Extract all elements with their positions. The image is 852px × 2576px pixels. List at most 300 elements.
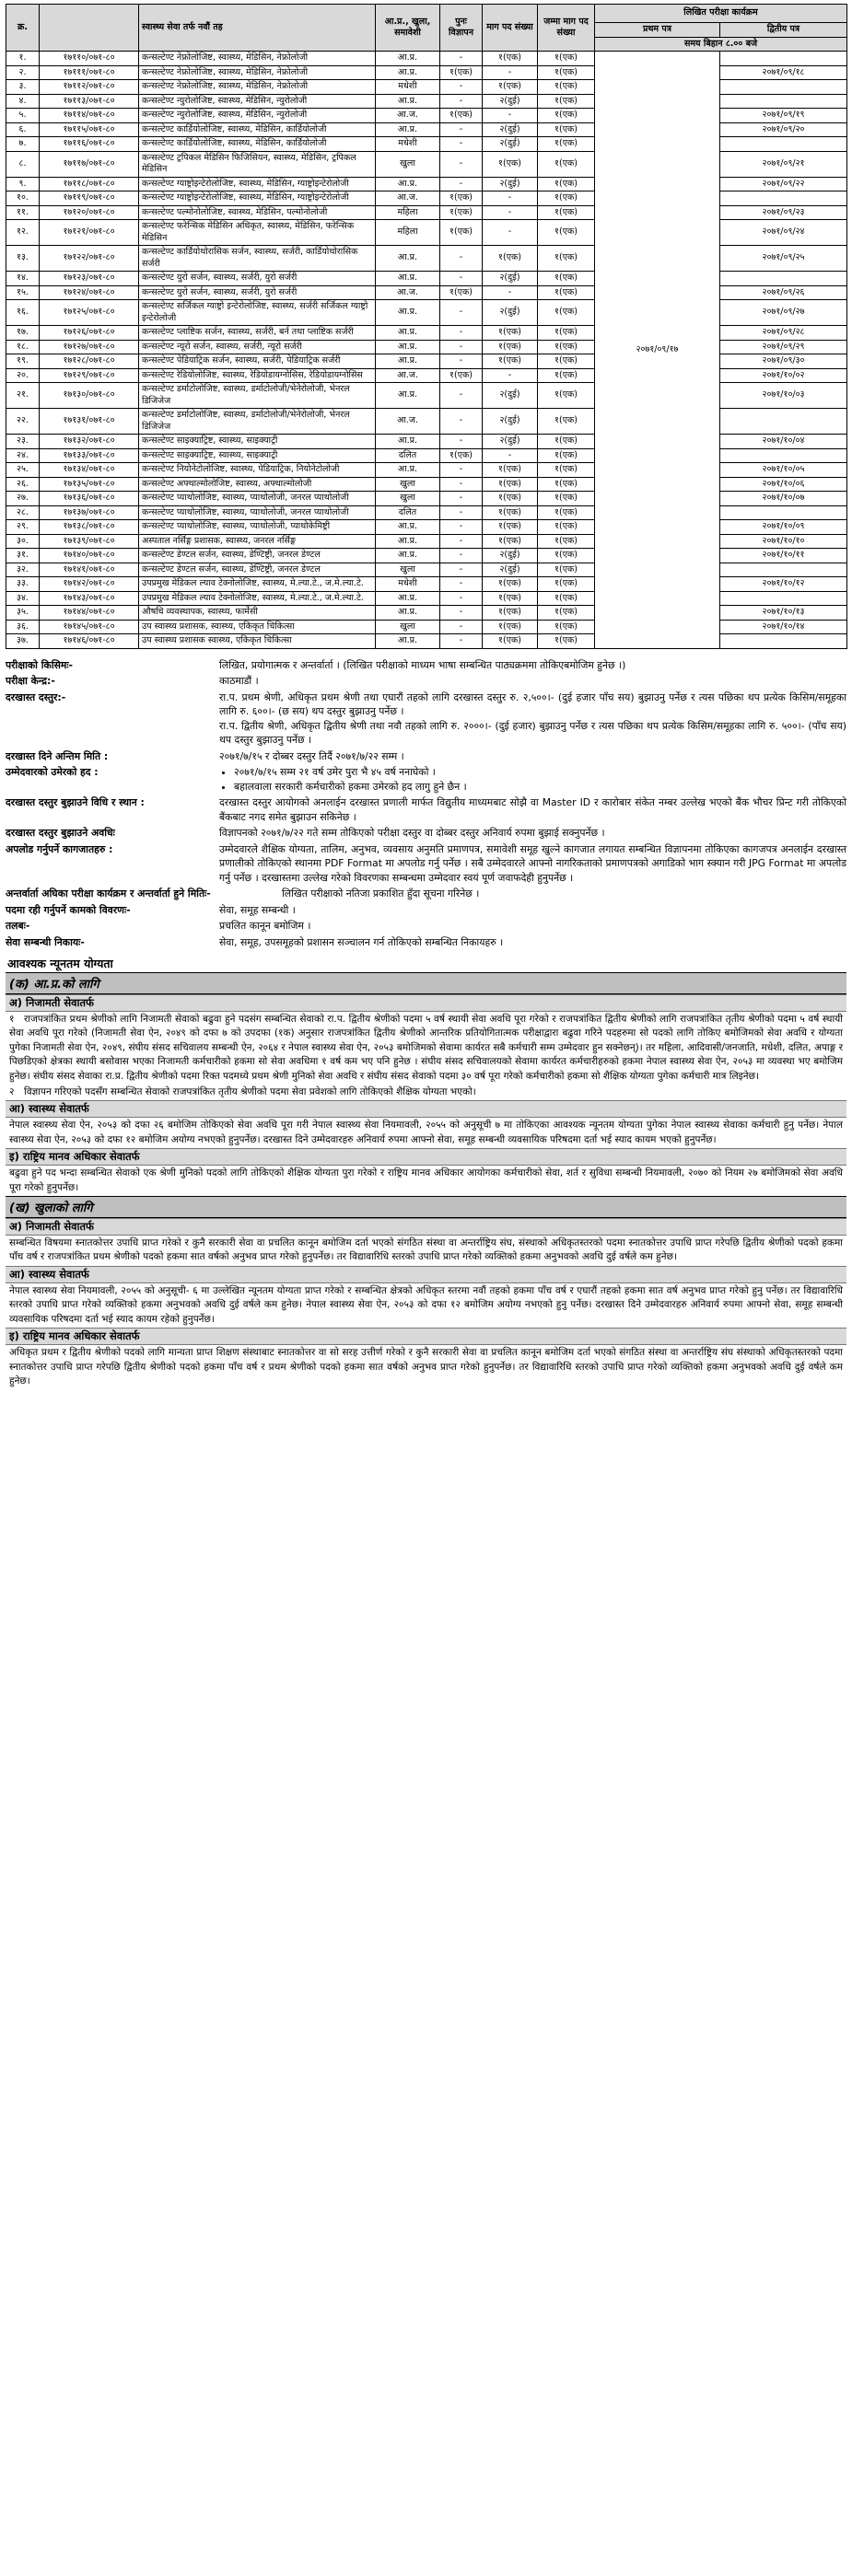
human-rights-service-heading: इ) राष्ट्रिय मानव अधिकार सेवातर्फ bbox=[6, 1148, 846, 1166]
second-paper-date: २०७१/१०/१४ bbox=[720, 620, 847, 634]
cell-total-posts: १(एक) bbox=[538, 620, 595, 634]
cell-posts: १(एक) bbox=[483, 326, 538, 341]
cell-posts: १(एक) bbox=[483, 591, 538, 606]
application-fee-second: रा.प. द्वितीय श्रेणी, अधिकृत द्वितीय श्रेणी तथा नवौ तहको लागि रु. २०००।- (दुई हजार) बुझाउनु पर्नेछ र त्यस पछिका थप प्रत्येक किसिम/समूहका लागि रु. ५००।- (पाँच सय) थप दस्तुर बुझाउनु पर्नेछ । bbox=[219, 719, 846, 746]
cell-type: आ.ज. bbox=[376, 191, 440, 206]
header-total-posts: जम्मा माग पद संख्या bbox=[538, 5, 595, 52]
application-fee-row bbox=[6, 690, 846, 748]
header-posts: माग पद संख्या bbox=[483, 5, 538, 52]
table-row bbox=[6, 492, 847, 506]
cell-readvertisement: - bbox=[440, 326, 483, 341]
table-row bbox=[6, 137, 847, 152]
second-paper-date: २०७१/१०/०७ bbox=[720, 492, 847, 506]
cell-posts: २(दुई) bbox=[483, 177, 538, 191]
cell-title: कन्सल्टेण्ट प्याथोलोजिष्ट, स्वास्थ्य, प्याथोलोजी, जनरल प्याथोलोजी bbox=[139, 492, 376, 506]
header-second-paper: द्वितीय पत्र bbox=[720, 23, 847, 38]
cell-total-posts: १(एक) bbox=[538, 448, 595, 463]
cell-posts: १(एक) bbox=[483, 477, 538, 492]
cell-sn: २२. bbox=[6, 409, 40, 435]
cell-title: कन्सल्टेण्ट नेफ्रोलोजिष्ट, स्वास्थ्य, मेडिसिन, नेफ्रोलोजी bbox=[139, 65, 376, 80]
second-paper-date: २०७१/१०/०३ bbox=[720, 383, 847, 409]
cell-posts: २(दुई) bbox=[483, 272, 538, 286]
cell-type: आ.प्र. bbox=[376, 606, 440, 621]
cell-title: कन्सल्टेण्ट रेडियोलोजिष्ट, स्वास्थ्य, रेडियोडायग्नोसिस, रेडियोडायग्नोसिस bbox=[139, 368, 376, 383]
cell-posts: २(दुई) bbox=[483, 122, 538, 137]
cell-sn: १७. bbox=[6, 326, 40, 341]
cell-total-posts: १(एक) bbox=[538, 634, 595, 649]
second-paper-date bbox=[720, 505, 847, 520]
cell-total-posts: १(एक) bbox=[538, 272, 595, 286]
cell-title: कन्सल्टेण्ट अफ्थाल्मोलोजिष्ट, स्वास्थ्य, अफ्थाल्मोलोजी bbox=[139, 477, 376, 492]
table-row bbox=[6, 448, 847, 463]
cell-title: कन्सल्टेण्ट युरो सर्जन, स्वास्थ्य, सर्जरी, युरो सर्जरी bbox=[139, 272, 376, 286]
cell-type: आ.ज. bbox=[376, 109, 440, 123]
cell-readvertisement: - bbox=[440, 606, 483, 621]
table-row bbox=[6, 285, 847, 300]
cell-sn: ३२. bbox=[6, 563, 40, 577]
second-paper-date: २०७१/०९/३० bbox=[720, 354, 847, 369]
table-row bbox=[6, 220, 847, 246]
cell-posts: १(एक) bbox=[483, 634, 538, 649]
second-paper-date bbox=[720, 591, 847, 606]
qualifications-section bbox=[6, 955, 846, 1389]
cell-title: उप स्वास्थ्य प्रशासक, स्वास्थ्य, एकिकृत चिकित्सा bbox=[139, 620, 376, 634]
second-paper-date bbox=[720, 137, 847, 152]
cell-type: मधेशी bbox=[376, 137, 440, 152]
second-paper-date: २०७१/१०/०९ bbox=[720, 520, 847, 535]
second-paper-date bbox=[720, 272, 847, 286]
cell-total-posts: १(एक) bbox=[538, 220, 595, 246]
table-row bbox=[6, 463, 847, 478]
cell-posts: - bbox=[483, 368, 538, 383]
cell-title: कन्सल्टेण्ट ट्रपिकल मेडिसिन फिजिसियन, स्वास्थ्य, मेडिसिन, ट्रपिकल मेडिसिन bbox=[139, 151, 376, 177]
second-paper-date: २०७१/०९/१९ bbox=[720, 109, 847, 123]
second-paper-date: २०७१/०९/२८ bbox=[720, 326, 847, 341]
header-first-paper: प्रथम पत्र bbox=[595, 23, 720, 38]
second-paper-date: २०७१/१०/१२ bbox=[720, 577, 847, 592]
cell-code: १७१२८/०७१-८० bbox=[40, 354, 139, 369]
civil-service-para-1: १ राजपत्रांकित प्रथम श्रेणीको लागि निजामती सेवाको बढुवा हुने पदसंग सम्बन्धित सेवाको रा.प. द्वितीय श्रेणीको पदमा ५ वर्ष स्थायी सेवा अवधि पूरा गरेको र राजपत्रांकित द्वितीय श्रेणीको लागि राजपत्रांकित तृतीय श्रेणीको पदमा ५ वर्ष स्थायी सेवा अवधि पूरा गरेको (निजामती सेवा ऐन, २०४९ को दफा ७ को उपदफा (१क) अनुसार राजपत्रांकित द्वितीय श्रेणीको आन्तरिक प्रतियोगितात्मक परीक्षाद्वारा बढुवा गरिने पदहरुमा सो पदको लागि तोकिए बमोजिमको सेवा अवधि र योग्यता पुगेका निजामती सेवा ऐन, २०४९, संघीय संसद सचिवालय सम्बन्धी ऐन, २०६४ र नेपाल स्वास्थ्य सेवा ऐन, २०५३ बमोजिमको सेवामा कार्यरत सबै कर्मचारी सम्म उम्मेदवार हुन सक्नेछन्)। तर महिला, आदिवासी/जनजाति, मधेशी, दलित, अपाङ्ग र पिछडिएको क्षेत्रका स्थायी बसोवास भएका निजामती कर्मचारीको हकमा सो सेवा अवधिमा १ वर्ष कम भए पनि हुनेछ । संघीय संसद सचिवालयको सेवामा कार्यरत कर्मचारीहरुको हकमा नेपाल स्वास्थ्य सेवा ऐन, २०५३ मा व्यवस्था भए बमोजिम हुनेछ। संघीय संसद सेवाका रा.प्र. द्वितीय श्रेणीको पदमा रिक्त पदमध्ये प्रथम श्रेणी मुनिको सेवा अवधि र संघीय संसद सेवाको पदमा ३० वर्ष पूरा गरेको कर्मचारीको हकमा सो शैक्षिक योग्यता पुगेका कर्मचारी मात्र लिइनेछ। bbox=[9, 1014, 843, 1082]
service-body-label: सेवा सम्बन्धी निकायः- bbox=[6, 935, 85, 948]
exam-center-label: परीक्षा केन्द्र:- bbox=[6, 675, 55, 687]
table-row bbox=[6, 191, 847, 206]
age-limit-label: उम्मेदवारको उमेरको हद : bbox=[6, 766, 99, 778]
exam-type-row bbox=[6, 658, 846, 673]
cell-code: १७१४४/०७१-८० bbox=[40, 606, 139, 621]
second-paper-date bbox=[720, 52, 847, 66]
table-row bbox=[6, 109, 847, 123]
table-row bbox=[6, 634, 847, 649]
cell-type: आ.प्र. bbox=[376, 94, 440, 109]
cell-sn: १९. bbox=[6, 354, 40, 369]
qualifications-title: आवश्यक न्यूनतम योग्यता bbox=[7, 957, 113, 970]
cell-sn: ७. bbox=[6, 137, 40, 152]
cell-total-posts: १(एक) bbox=[538, 549, 595, 563]
cell-posts: २(दुई) bbox=[483, 409, 538, 435]
second-paper-date: २०७१/१०/०५ bbox=[720, 463, 847, 478]
cell-total-posts: १(एक) bbox=[538, 563, 595, 577]
cell-total-posts: १(एक) bbox=[538, 151, 595, 177]
table-row bbox=[6, 205, 847, 220]
cell-code: १७१३२/०७१-८० bbox=[40, 435, 139, 449]
second-paper-date bbox=[720, 409, 847, 435]
job-description-value: सेवा, समूह सम्बन्धी । bbox=[219, 903, 296, 916]
cell-title: कन्सल्टेण्ट कार्डियोलोजिष्ट, स्वास्थ्य, मेडिसिन, कार्डियोलोजी bbox=[139, 137, 376, 152]
cell-total-posts: १(एक) bbox=[538, 285, 595, 300]
second-paper-date: २०७१/०९/१८ bbox=[720, 65, 847, 80]
cell-posts: १(एक) bbox=[483, 505, 538, 520]
cell-readvertisement: - bbox=[440, 354, 483, 369]
cell-sn: ११. bbox=[6, 205, 40, 220]
cell-readvertisement: - bbox=[440, 383, 483, 409]
upload-docs-label: अपलोड गर्नुपर्ने कागजातहरु : bbox=[6, 842, 113, 855]
cell-code: १७११९/०७१-८० bbox=[40, 191, 139, 206]
cell-title: अस्पताल नर्सिङ्ग प्रशासक, स्वास्थ्य, जनरल नर्सिङ्ग bbox=[139, 534, 376, 549]
cell-title: कन्सल्टेण्ट नेफ्रोलोजिष्ट, स्वास्थ्य, मेडिसिन, नेफ्रोलोजी bbox=[139, 52, 376, 66]
deadline-label: दरखास्त दिने अन्तिम मिति : bbox=[6, 749, 109, 762]
cell-type: मधेशी bbox=[376, 577, 440, 592]
second-paper-date: २०७१/१०/०४ bbox=[720, 435, 847, 449]
cell-total-posts: १(एक) bbox=[538, 591, 595, 606]
deadline-value: २०७१/७/१५ र दोब्बर दस्तुर तिर्दै २०७१/७/२२ सम्म । bbox=[219, 749, 404, 762]
cell-sn: ८. bbox=[6, 151, 40, 177]
cell-posts: १(एक) bbox=[483, 606, 538, 621]
cell-title: कन्सल्टेण्ट ग्याष्ट्रोइन्टेरोलोजिष्ट, स्वास्थ्य, मेडिसिन, ग्याष्ट्रोइन्टेरोलोजी bbox=[139, 177, 376, 191]
cell-code: १७१३५/०७१-८० bbox=[40, 477, 139, 492]
cell-title: कन्सल्टेण्ट डर्माटोलोजिष्ट, स्वास्थ्य, डर्माटोलोजी/भेनेरोलोजी, भेनरल डिजिजेज bbox=[139, 409, 376, 435]
cell-readvertisement: - bbox=[440, 272, 483, 286]
table-row bbox=[6, 620, 847, 634]
first-paper-date: २०७१/०९/१७ bbox=[595, 52, 720, 649]
cell-posts: १(एक) bbox=[483, 534, 538, 549]
cell-total-posts: १(एक) bbox=[538, 246, 595, 272]
table-row bbox=[6, 122, 847, 137]
cell-sn: २०. bbox=[6, 368, 40, 383]
header-type: आ.प्र., खुला, समावेशी bbox=[376, 5, 440, 52]
cell-readvertisement: - bbox=[440, 52, 483, 66]
cell-type: मधेशी bbox=[376, 80, 440, 95]
cell-posts: २(दुई) bbox=[483, 563, 538, 577]
cell-readvertisement: - bbox=[440, 549, 483, 563]
cell-sn: १३. bbox=[6, 246, 40, 272]
cell-readvertisement: - bbox=[440, 463, 483, 478]
cell-posts: १(एक) bbox=[483, 80, 538, 95]
cell-code: १७१४६/०७१-८० bbox=[40, 634, 139, 649]
cell-sn: ३. bbox=[6, 80, 40, 95]
cell-posts: १(एक) bbox=[483, 577, 538, 592]
cell-code: १७१३१/०७१-८० bbox=[40, 409, 139, 435]
cell-total-posts: १(एक) bbox=[538, 205, 595, 220]
cell-code: १७१२१/०७१-८० bbox=[40, 220, 139, 246]
cell-sn: २३. bbox=[6, 435, 40, 449]
cell-total-posts: १(एक) bbox=[538, 534, 595, 549]
cell-posts: १(एक) bbox=[483, 354, 538, 369]
cell-readvertisement: - bbox=[440, 177, 483, 191]
cell-readvertisement: १(एक) bbox=[440, 368, 483, 383]
cell-type: आ.प्र. bbox=[376, 300, 440, 326]
header-readvertisement: पुनः विज्ञापन bbox=[440, 5, 483, 52]
second-paper-date: २०७१/१०/११ bbox=[720, 549, 847, 563]
age-limit-row bbox=[6, 765, 846, 794]
cell-title: कन्सल्टेण्ट न्युरोलोजिष्ट, स्वास्थ्य, मेडिसिन, न्युरोलोजी bbox=[139, 94, 376, 109]
second-paper-date: २०७१/०९/२६ bbox=[720, 285, 847, 300]
exam-center-row bbox=[6, 674, 846, 689]
cell-code: १७११४/०७१-८० bbox=[40, 109, 139, 123]
second-paper-date bbox=[720, 94, 847, 109]
cell-code: १७१३०/०७१-८० bbox=[40, 383, 139, 409]
cell-posts: १(एक) bbox=[483, 246, 538, 272]
cell-readvertisement: - bbox=[440, 534, 483, 549]
second-paper-date: २०७१/०९/२९ bbox=[720, 340, 847, 354]
cell-type: आ.प्र. bbox=[376, 383, 440, 409]
civil-service-para-2: २ विज्ञापन गरिएको पदसँग सम्बन्धित सेवाको राजपत्रांकित तृतीय श्रेणीको पदमा सेवा प्रवेशको लागि तोकिएको शैक्षिक योग्यता भएको। bbox=[9, 1086, 476, 1098]
cell-posts: १(एक) bbox=[483, 520, 538, 535]
cell-total-posts: १(एक) bbox=[538, 354, 595, 369]
cell-code: १७१३३/०७१-८० bbox=[40, 448, 139, 463]
cell-posts: २(दुई) bbox=[483, 137, 538, 152]
cell-sn: १०. bbox=[6, 191, 40, 206]
cell-type: खुला bbox=[376, 620, 440, 634]
age-limit-first: • २०७१/७/१५ सम्म २१ वर्ष उमेर पुरा भै ४५ वर्ष ननाघेको । bbox=[234, 765, 846, 780]
application-fee-label: दरखास्त दस्तुर:- bbox=[6, 690, 66, 703]
cell-readvertisement: - bbox=[440, 151, 483, 177]
age-limit-second: • बहालवाला सरकारी कर्मचारीको हकमा उमेरको हद लागु हुने छैन । bbox=[234, 780, 846, 795]
cell-type: आ.प्र. bbox=[376, 435, 440, 449]
open-competition-heading: (ख) खुलाको लागि bbox=[6, 1196, 846, 1218]
cell-type: महिला bbox=[376, 220, 440, 246]
cell-readvertisement: - bbox=[440, 409, 483, 435]
table-row bbox=[6, 340, 847, 354]
open-human-rights-para: अधिकृत प्रथम र द्वितीय श्रेणीको पदको लागि मान्यता प्राप्त शिक्षण संस्थाबाट स्नातकोत्तर वा सो सरह उत्तीर्ण गरेको र कुनै सरकारी सेवा वा प्रचलित कानून बमोजिम दर्ता भएको संगठित संस्था वा अन्तर्राष्ट्रिय संघ संस्थाको अधिकृतस्तरको पदमा स्नातकोत्तर उपाधि प्राप्त गरेपछि द्वितीय श्रेणीको पदको हकमा पाँच वर्ष र प्रथम श्रेणीको पदको हकमा सात वर्षको अनुभव प्राप्त गरेको हुनुपर्नेछ। तर विद्यावारिधि स्तरको उपाधि प्राप्त गरेको व्यक्तिको हकमा अनुभवको अवधि दुई वर्षले कम हुनेछ। bbox=[9, 1347, 843, 1387]
cell-type: आ.प्र. bbox=[376, 549, 440, 563]
cell-sn: ३७. bbox=[6, 634, 40, 649]
cell-total-posts: १(एक) bbox=[538, 477, 595, 492]
cell-title: कन्सल्टेण्ट पेडियाट्रिक सर्जन, स्वास्थ्य, सर्जरी, पेडियाट्रिक सर्जरी bbox=[139, 354, 376, 369]
cell-sn: १. bbox=[6, 52, 40, 66]
table-row bbox=[6, 534, 847, 549]
cell-type: खुला bbox=[376, 477, 440, 492]
cell-code: १७११५/०७१-८० bbox=[40, 122, 139, 137]
cell-sn: ३६. bbox=[6, 620, 40, 634]
exam-info bbox=[6, 658, 846, 950]
cell-type: आ.प्र. bbox=[376, 463, 440, 478]
cell-total-posts: १(एक) bbox=[538, 435, 595, 449]
cell-total-posts: १(एक) bbox=[538, 109, 595, 123]
cell-code: १७११३/०७१-८० bbox=[40, 94, 139, 109]
exam-type-value: लिखित, प्रयोगात्मक र अन्तर्वार्ता । (लिखित परीक्षाको माध्यम भाषा सम्बन्धित पाठ्यक्रममा तोकिएबमोजिम हुनेछ ।) bbox=[219, 658, 626, 671]
cell-posts: २(दुई) bbox=[483, 94, 538, 109]
second-paper-date: २०७१/०९/२४ bbox=[720, 220, 847, 246]
health-service-para: नेपाल स्वास्थ्य सेवा ऐन, २०५३ को दफा २६ बमोजिम तोकिएको सेवा अवधि पूरा गरी नेपाल स्वास्थ्य सेवा नियमावली, २०५५ को अनुसूची ७ मा तोकिएका आवश्यक न्यूनतम योग्यता पुगेका नेपाल स्वास्थ्य सेवाका कर्मचारी हुनु पर्नेछ। नेपाल स्वास्थ्य सेवा ऐन, २०५३ को दफा १२ बमोजिम अयोग्य नभएको हुनुपर्नेछ। दरखास्त दिने उम्मेदवारहरु अनिवार्य रुपमा आफ्नो सेवा, समूह सम्बन्धी व्यवसायिक परिषदमा दर्ता भई स्याद कायम भएको हुनुपर्नेछ। bbox=[9, 1120, 843, 1145]
cell-title: कन्सल्टेण्ट साइक्याट्रिष्ट, स्वास्थ्य, साइक्याट्री bbox=[139, 448, 376, 463]
cell-total-posts: १(एक) bbox=[538, 340, 595, 354]
interview-label: अन्तर्वार्ता अघिका परीक्षा कार्यक्रम र अन्तर्वार्ता हुने मितिः- bbox=[6, 888, 211, 899]
upload-docs-value: उम्मेदवारले शैक्षिक योग्यता, तालिम, अनुभव, व्यवसाय अनुमति प्रमाणपत्र, समावेशी समूह खुल्ने कागजात लगायत सम्बन्धित विज्ञापनमा तोकिएका कागजपत्र अनलाईन दरखास्त प्रणालीको तोकिएको स्थानमा PDF Format मा अपलोड गर्नु पर्नेछ । सबै उम्मेदवारले आफ्नो नागरिकताको प्रमाणपत्रको अगाडिको भाग स्क्यान गरी JPG Format मा अपलोड गर्नु पर्नेछ । दरखास्तमा उल्लेख गरेको विवरणका सम्बन्धमा उम्मेदवार स्वयं पूर्ण जवाफदेही हुनुपर्नेछ । bbox=[219, 842, 846, 884]
table-row bbox=[6, 563, 847, 577]
cell-title: कन्सल्टेण्ट प्याथोलोजिष्ट, स्वास्थ्य, प्याथोलोजी, जनरल प्याथोलोजी bbox=[139, 505, 376, 520]
cell-sn: १२. bbox=[6, 220, 40, 246]
cell-sn: ४. bbox=[6, 94, 40, 109]
cell-posts: १(एक) bbox=[483, 463, 538, 478]
cell-sn: २. bbox=[6, 65, 40, 80]
cell-title: कन्सल्टेण्ट ग्याष्ट्रोइन्टेरोलोजिष्ट, स्वास्थ्य, मेडिसिन, ग्याष्ट्रोइन्टेरोलोजी bbox=[139, 191, 376, 206]
table-row bbox=[6, 177, 847, 191]
cell-total-posts: १(एक) bbox=[538, 520, 595, 535]
cell-posts: - bbox=[483, 109, 538, 123]
second-paper-date: २०७१/०९/२५ bbox=[720, 246, 847, 272]
cell-readvertisement: - bbox=[440, 620, 483, 634]
cell-readvertisement: - bbox=[440, 137, 483, 152]
cell-type: आ.प्र. bbox=[376, 326, 440, 341]
cell-total-posts: १(एक) bbox=[538, 177, 595, 191]
second-paper-date: २०७१/०९/२२ bbox=[720, 177, 847, 191]
cell-readvertisement: - bbox=[440, 300, 483, 326]
open-human-rights-heading: इ) राष्ट्रिय मानव अधिकार सेवातर्फ bbox=[6, 1328, 846, 1345]
civil-service-heading: अ) निजामती सेवातर्फ bbox=[6, 994, 846, 1012]
service-body-row bbox=[6, 935, 846, 950]
cell-total-posts: १(एक) bbox=[538, 383, 595, 409]
cell-code: १७१११/०७१-८० bbox=[40, 65, 139, 80]
cell-sn: २४. bbox=[6, 448, 40, 463]
cell-type: दलित bbox=[376, 505, 440, 520]
second-paper-date bbox=[720, 191, 847, 206]
second-paper-date: २०७१/०९/२० bbox=[720, 122, 847, 137]
table-row bbox=[6, 435, 847, 449]
cell-title: कन्सल्टेण्ट फरेन्सिक मेडिसिन अधिकृत, स्वास्थ्य, मेडिसिन, फरेन्सिक मेडिसिन bbox=[139, 220, 376, 246]
cell-readvertisement: १(एक) bbox=[440, 191, 483, 206]
cell-posts: १(एक) bbox=[483, 151, 538, 177]
cell-total-posts: १(एक) bbox=[538, 122, 595, 137]
table-row bbox=[6, 577, 847, 592]
table-row bbox=[6, 52, 847, 66]
table-row bbox=[6, 549, 847, 563]
second-paper-date: २०७१/०९/२७ bbox=[720, 300, 847, 326]
cell-type: आ.प्र. bbox=[376, 534, 440, 549]
table-row bbox=[6, 505, 847, 520]
job-description-row bbox=[6, 903, 846, 918]
service-body-value: सेवा, समूह, उपसमूहको प्रशासन सञ्चालन गर्न तोकिएको सम्बन्धित निकायहरु । bbox=[219, 935, 504, 948]
cell-sn: १८. bbox=[6, 340, 40, 354]
cell-code: १७११२/०७१-८० bbox=[40, 80, 139, 95]
cell-title: कन्सल्टेण्ट प्याथोलोजिष्ट, स्वास्थ्य, प्याथोलोजी, प्याथोकेमिष्ट्री bbox=[139, 520, 376, 535]
cell-readvertisement: - bbox=[440, 340, 483, 354]
cell-code: १७१३४/०७१-८० bbox=[40, 463, 139, 478]
second-paper-date bbox=[720, 634, 847, 649]
table-row bbox=[6, 80, 847, 95]
application-fee-first: रा.प. प्रथम श्रेणी, अधिकृत प्रथम श्रेणी तथा एघारौं तहको लागि दरखास्त दस्तुर रु. २,५००।- (दुई हजार पाँच सय) बुझाउनु पर्नेछ र त्यस पछिका थप प्रत्येक किसिम/समूहका लागि रु. ६००।- (छ सय) थप दस्तुर बुझाउनु पर्नेछ । bbox=[219, 690, 846, 717]
cell-total-posts: १(एक) bbox=[538, 368, 595, 383]
cell-sn: २७. bbox=[6, 492, 40, 506]
cell-type: आ.प्र. bbox=[376, 634, 440, 649]
cell-total-posts: १(एक) bbox=[538, 191, 595, 206]
cell-readvertisement: - bbox=[440, 634, 483, 649]
cell-sn: १५. bbox=[6, 285, 40, 300]
cell-posts: २(दुई) bbox=[483, 300, 538, 326]
cell-title: कन्सल्टेण्ट प्लाष्टिक सर्जन, स्वास्थ्य, सर्जरी, बर्न तथा प्लाष्टिक सर्जरी bbox=[139, 326, 376, 341]
cell-sn: २५. bbox=[6, 463, 40, 478]
cell-sn: ३३. bbox=[6, 577, 40, 592]
fee-deadline-row bbox=[6, 826, 846, 841]
cell-posts: १(एक) bbox=[483, 340, 538, 354]
cell-sn: ३१. bbox=[6, 549, 40, 563]
internal-competition-heading: (क) आ.प्र.को लागि bbox=[6, 972, 846, 994]
cell-total-posts: १(एक) bbox=[538, 409, 595, 435]
cell-readvertisement: - bbox=[440, 563, 483, 577]
cell-type: दलित bbox=[376, 448, 440, 463]
deadline-row bbox=[6, 749, 846, 764]
fee-deadline-label: दरखास्त दस्तुर बुझाउने अवधिः bbox=[6, 827, 115, 839]
header-exam-schedule: लिखित परीक्षा कार्यक्रम bbox=[595, 5, 847, 23]
cell-sn: २८. bbox=[6, 505, 40, 520]
cell-code: १७१२६/०७१-८० bbox=[40, 326, 139, 341]
cell-posts: २(दुई) bbox=[483, 383, 538, 409]
cell-code: १७१२२/०७१-८० bbox=[40, 246, 139, 272]
cell-title: कन्सल्टेण्ट न्यूरो सर्जन, स्वास्थ्य, सर्जरी, न्यूरो सर्जरी bbox=[139, 340, 376, 354]
table-row bbox=[6, 606, 847, 621]
second-paper-date: २०७१/०९/२३ bbox=[720, 205, 847, 220]
second-paper-date bbox=[720, 448, 847, 463]
table-row bbox=[6, 326, 847, 341]
cell-title: उपप्रमुख मेडिकल ल्याव टेक्नोलोजिष्ट, स्वास्थ्य, मे.ल्या.टे., ज.मे.ल्या.टे. bbox=[139, 591, 376, 606]
payment-method-value: दरखास्त दस्तुर आयोगको अनलाईन दरखास्त प्रणाली मार्फत विद्युतीय माध्यमबाट सोझै वा Master ID र कारोबार संकेत नम्बर उल्लेख भएको बैंक भौचर प्रिन्ट गरी तोकिएको बैंकबाट नगद समेत बुझाउन सकिनेछ । bbox=[219, 796, 846, 823]
cell-total-posts: १(एक) bbox=[538, 505, 595, 520]
cell-title: कन्सल्टेण्ट सर्जिकल ग्याष्ट्रो इन्टेरोलोजिष्ट, स्वास्थ्य, सर्जरी सर्जिकल ग्याष्ट्रो इन्टेरोलोजी bbox=[139, 300, 376, 326]
cell-posts: - bbox=[483, 65, 538, 80]
cell-readvertisement: - bbox=[440, 591, 483, 606]
cell-sn: २१. bbox=[6, 383, 40, 409]
vacancy-table bbox=[6, 4, 847, 649]
salary-value: प्रचलित कानून बमोजिम । bbox=[219, 920, 311, 932]
second-paper-date: २०७१/१०/१० bbox=[720, 534, 847, 549]
cell-title: कन्सल्टेण्ट न्युरोलोजिष्ट, स्वास्थ्य, मेडिसिन, न्युरोलोजी bbox=[139, 109, 376, 123]
cell-code: १७१४५/०७१-८० bbox=[40, 620, 139, 634]
cell-total-posts: १(एक) bbox=[538, 577, 595, 592]
cell-type: आ.प्र. bbox=[376, 65, 440, 80]
cell-readvertisement: - bbox=[440, 122, 483, 137]
cell-posts: - bbox=[483, 205, 538, 220]
second-paper-date bbox=[720, 80, 847, 95]
cell-readvertisement: १(एक) bbox=[440, 220, 483, 246]
cell-type: आ.प्र. bbox=[376, 520, 440, 535]
table-row bbox=[6, 300, 847, 326]
exam-type-label: परीक्षाको किसिमः- bbox=[6, 658, 74, 671]
cell-posts: - bbox=[483, 191, 538, 206]
cell-code: १७११६/०७१-८० bbox=[40, 137, 139, 152]
table-row bbox=[6, 94, 847, 109]
cell-type: आ.प्र. bbox=[376, 177, 440, 191]
cell-title: कन्सल्टेण्ट साइक्याट्रिष्ट, स्वास्थ्य, साइक्याट्री bbox=[139, 435, 376, 449]
cell-title: कन्सल्टेण्ट डर्माटोलोजिष्ट, स्वास्थ्य, डर्माटोलोजी/भेनेरोलोजी, भेनरल डिजिजेज bbox=[139, 383, 376, 409]
cell-type: आ.प्र. bbox=[376, 591, 440, 606]
cell-sn: १६. bbox=[6, 300, 40, 326]
cell-posts: १(एक) bbox=[483, 492, 538, 506]
cell-total-posts: १(एक) bbox=[538, 80, 595, 95]
job-description-label: पदमा रही गर्नुपर्ने कामको विवरणः- bbox=[6, 903, 131, 916]
cell-code: १७११०/०७१-८० bbox=[40, 52, 139, 66]
cell-code: १७११८/०७१-८० bbox=[40, 177, 139, 191]
open-health-service-para: नेपाल स्वास्थ्य सेवा नियमावली, २०५५ को अनुसूची- ६ मा उल्लेखित न्यूनतम योग्यता प्राप्त गरेको र सम्बन्धित क्षेत्रको अधिकृत स्तरमा नवौं तहको हकमा पाँच वर्ष र एघारौं तहको हकमा सात वर्ष अनुभव प्राप्त गरेको हुनु पर्नेछ। तर विद्यावारिधि स्तरको उपाधि प्राप्त गरेको व्यक्तिको हकमा अनुभवको अवधि दुई वर्षले कम हुनेछ। नेपाल स्वास्थ्य सेवा ऐन, २०५३ को दफा १२ बमोजिम अयोग्य नभएको हुनु पर्नेछ। दरखास्त दिने उम्मेदवारहरु अनिवार्य रुपमा आफ्नो सेवा, समूह सम्बन्धी व्यवसायिक परिषदमा दर्ता भई स्याद कायम रहेको हुनुपर्नेछ। bbox=[9, 1284, 843, 1325]
table-row bbox=[6, 354, 847, 369]
upload-docs-row bbox=[6, 842, 846, 886]
cell-total-posts: १(एक) bbox=[538, 606, 595, 621]
cell-total-posts: १(एक) bbox=[538, 137, 595, 152]
cell-type: आ.प्र. bbox=[376, 340, 440, 354]
payment-method-row bbox=[6, 795, 846, 824]
cell-total-posts: १(एक) bbox=[538, 52, 595, 66]
cell-readvertisement: - bbox=[440, 520, 483, 535]
human-rights-service-para: बढुवा हुने पद भन्दा सम्बन्धित सेवाको एक श्रेणी मुनिको पदको लागि तोकिएको शैक्षिक योग्यता पुरा गरेको र राष्ट्रिय मानव अधिकार आयोगका कर्मचारीको सेवा, शर्त र सुविधा सम्बन्धी नियमावली, २०७० को नियम २७ बमोजिमको सेवा अवधि पूरा गरेको हुनुपर्नेछ। bbox=[9, 1167, 843, 1193]
cell-total-posts: १(एक) bbox=[538, 300, 595, 326]
